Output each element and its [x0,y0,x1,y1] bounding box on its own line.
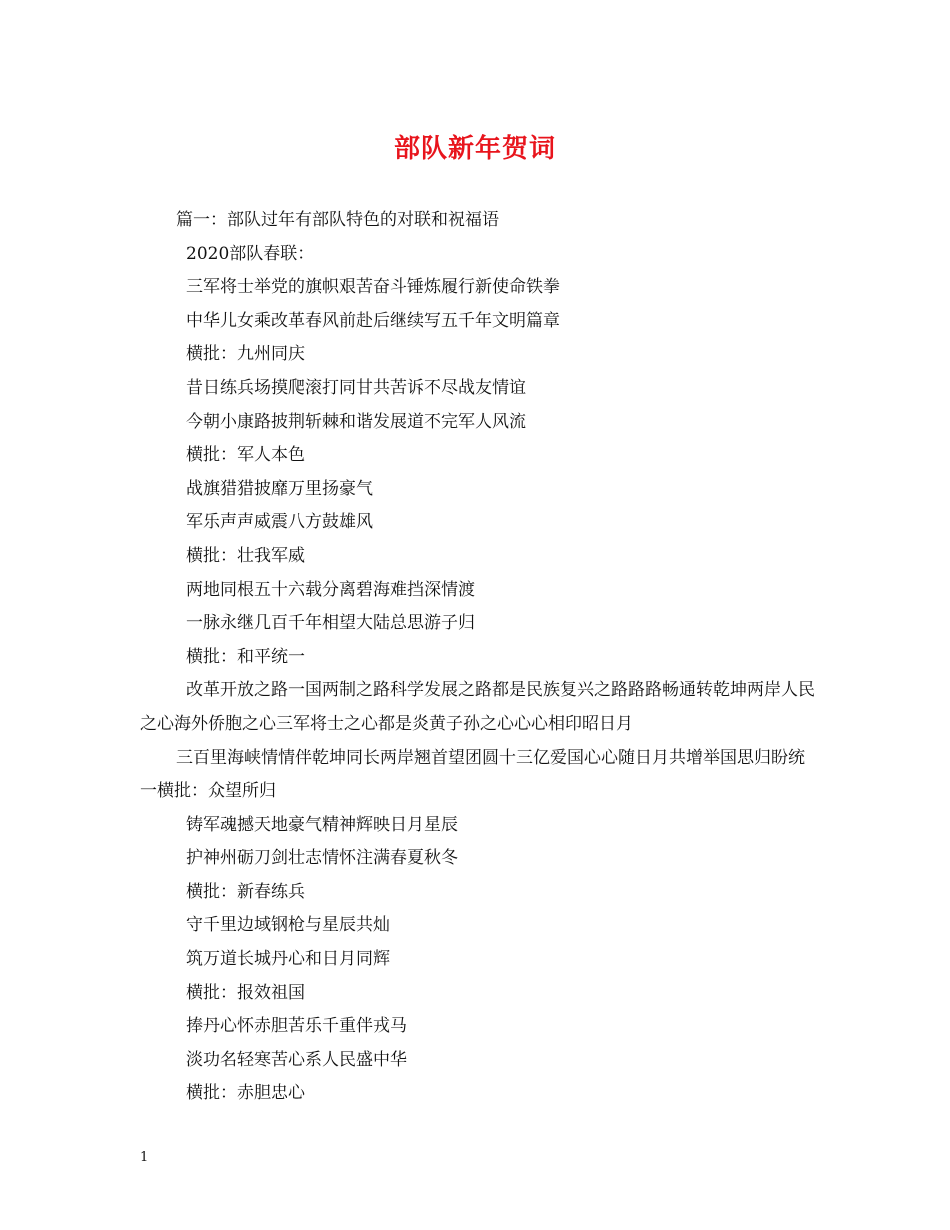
document-title: 部队新年贺词 [393,134,556,164]
text-line: 三军将士举党的旗帜艰苦奋斗锤炼履行新使命铁拳 [186,277,560,298]
text-line: 横批：壮我军威 [186,545,305,566]
text-line: 军乐声声威震八方鼓雄风 [186,512,373,533]
text-line: 横批：报效祖国 [186,982,305,1003]
document-body [140,204,820,1111]
section-heading: 篇一：部队过年有部队特色的对联和祝福语 [176,210,499,230]
text-line: 战旗猎猎披靡万里扬豪气 [186,478,373,499]
text-line: 淡功名轻寒苦心系人民盛中华 [186,1049,407,1070]
text-line: 守千里边域钢枪与星辰共灿 [186,915,390,936]
text-line: 一脉永继几百千年相望大陆总思游子归 [186,613,475,634]
page-number: 1 [140,1150,149,1165]
text-line: 两地同根五十六载分离碧海难挡深情渡 [186,579,475,600]
text-line: 横批：和平统一 [186,646,305,667]
text-line: 2020部队春联： [186,243,315,264]
paragraph: 三百里海峡情情伴乾坤同长两岸翘首望团圆十三亿爱国心心随日月共增举国思归盼统一横批：众望所归 [140,747,805,802]
text-line: 昔日练兵场摸爬滚打同甘共苦诉不尽战友情谊 [186,377,526,398]
text-line: 护神州砺刀剑壮志情怀注满春夏秋冬 [186,848,458,869]
couplet-lines-bottom [140,809,820,1111]
text-line: 横批：军人本色 [186,445,305,466]
text-line: 横批：赤胆忠心 [186,1083,305,1104]
couplet-lines-top [140,204,820,674]
paragraph-block [140,674,820,808]
text-line: 横批：新春练兵 [186,881,305,902]
text-line: 铸军魂撼天地豪气精神辉映日月星辰 [186,814,458,835]
text-line: 捧丹心怀赤胆苦乐千重伴戎马 [186,1016,407,1037]
text-line: 中华儿女乘改革春风前赴后继续写五千年文明篇章 [186,310,560,331]
text-line: 筑万道长城丹心和日月同辉 [186,949,390,970]
paragraph: 改革开放之路一国两制之路科学发展之路都是民族复兴之路路路畅通转乾坤两岸人民之心海外侨胞之心三军将士之心都是炎黄子孙之心心心相印昭日月 [140,680,815,734]
text-line: 横批：九州同庆 [186,344,305,365]
text-line: 今朝小康路披荆斩棘和谐发展道不完军人风流 [186,411,526,432]
